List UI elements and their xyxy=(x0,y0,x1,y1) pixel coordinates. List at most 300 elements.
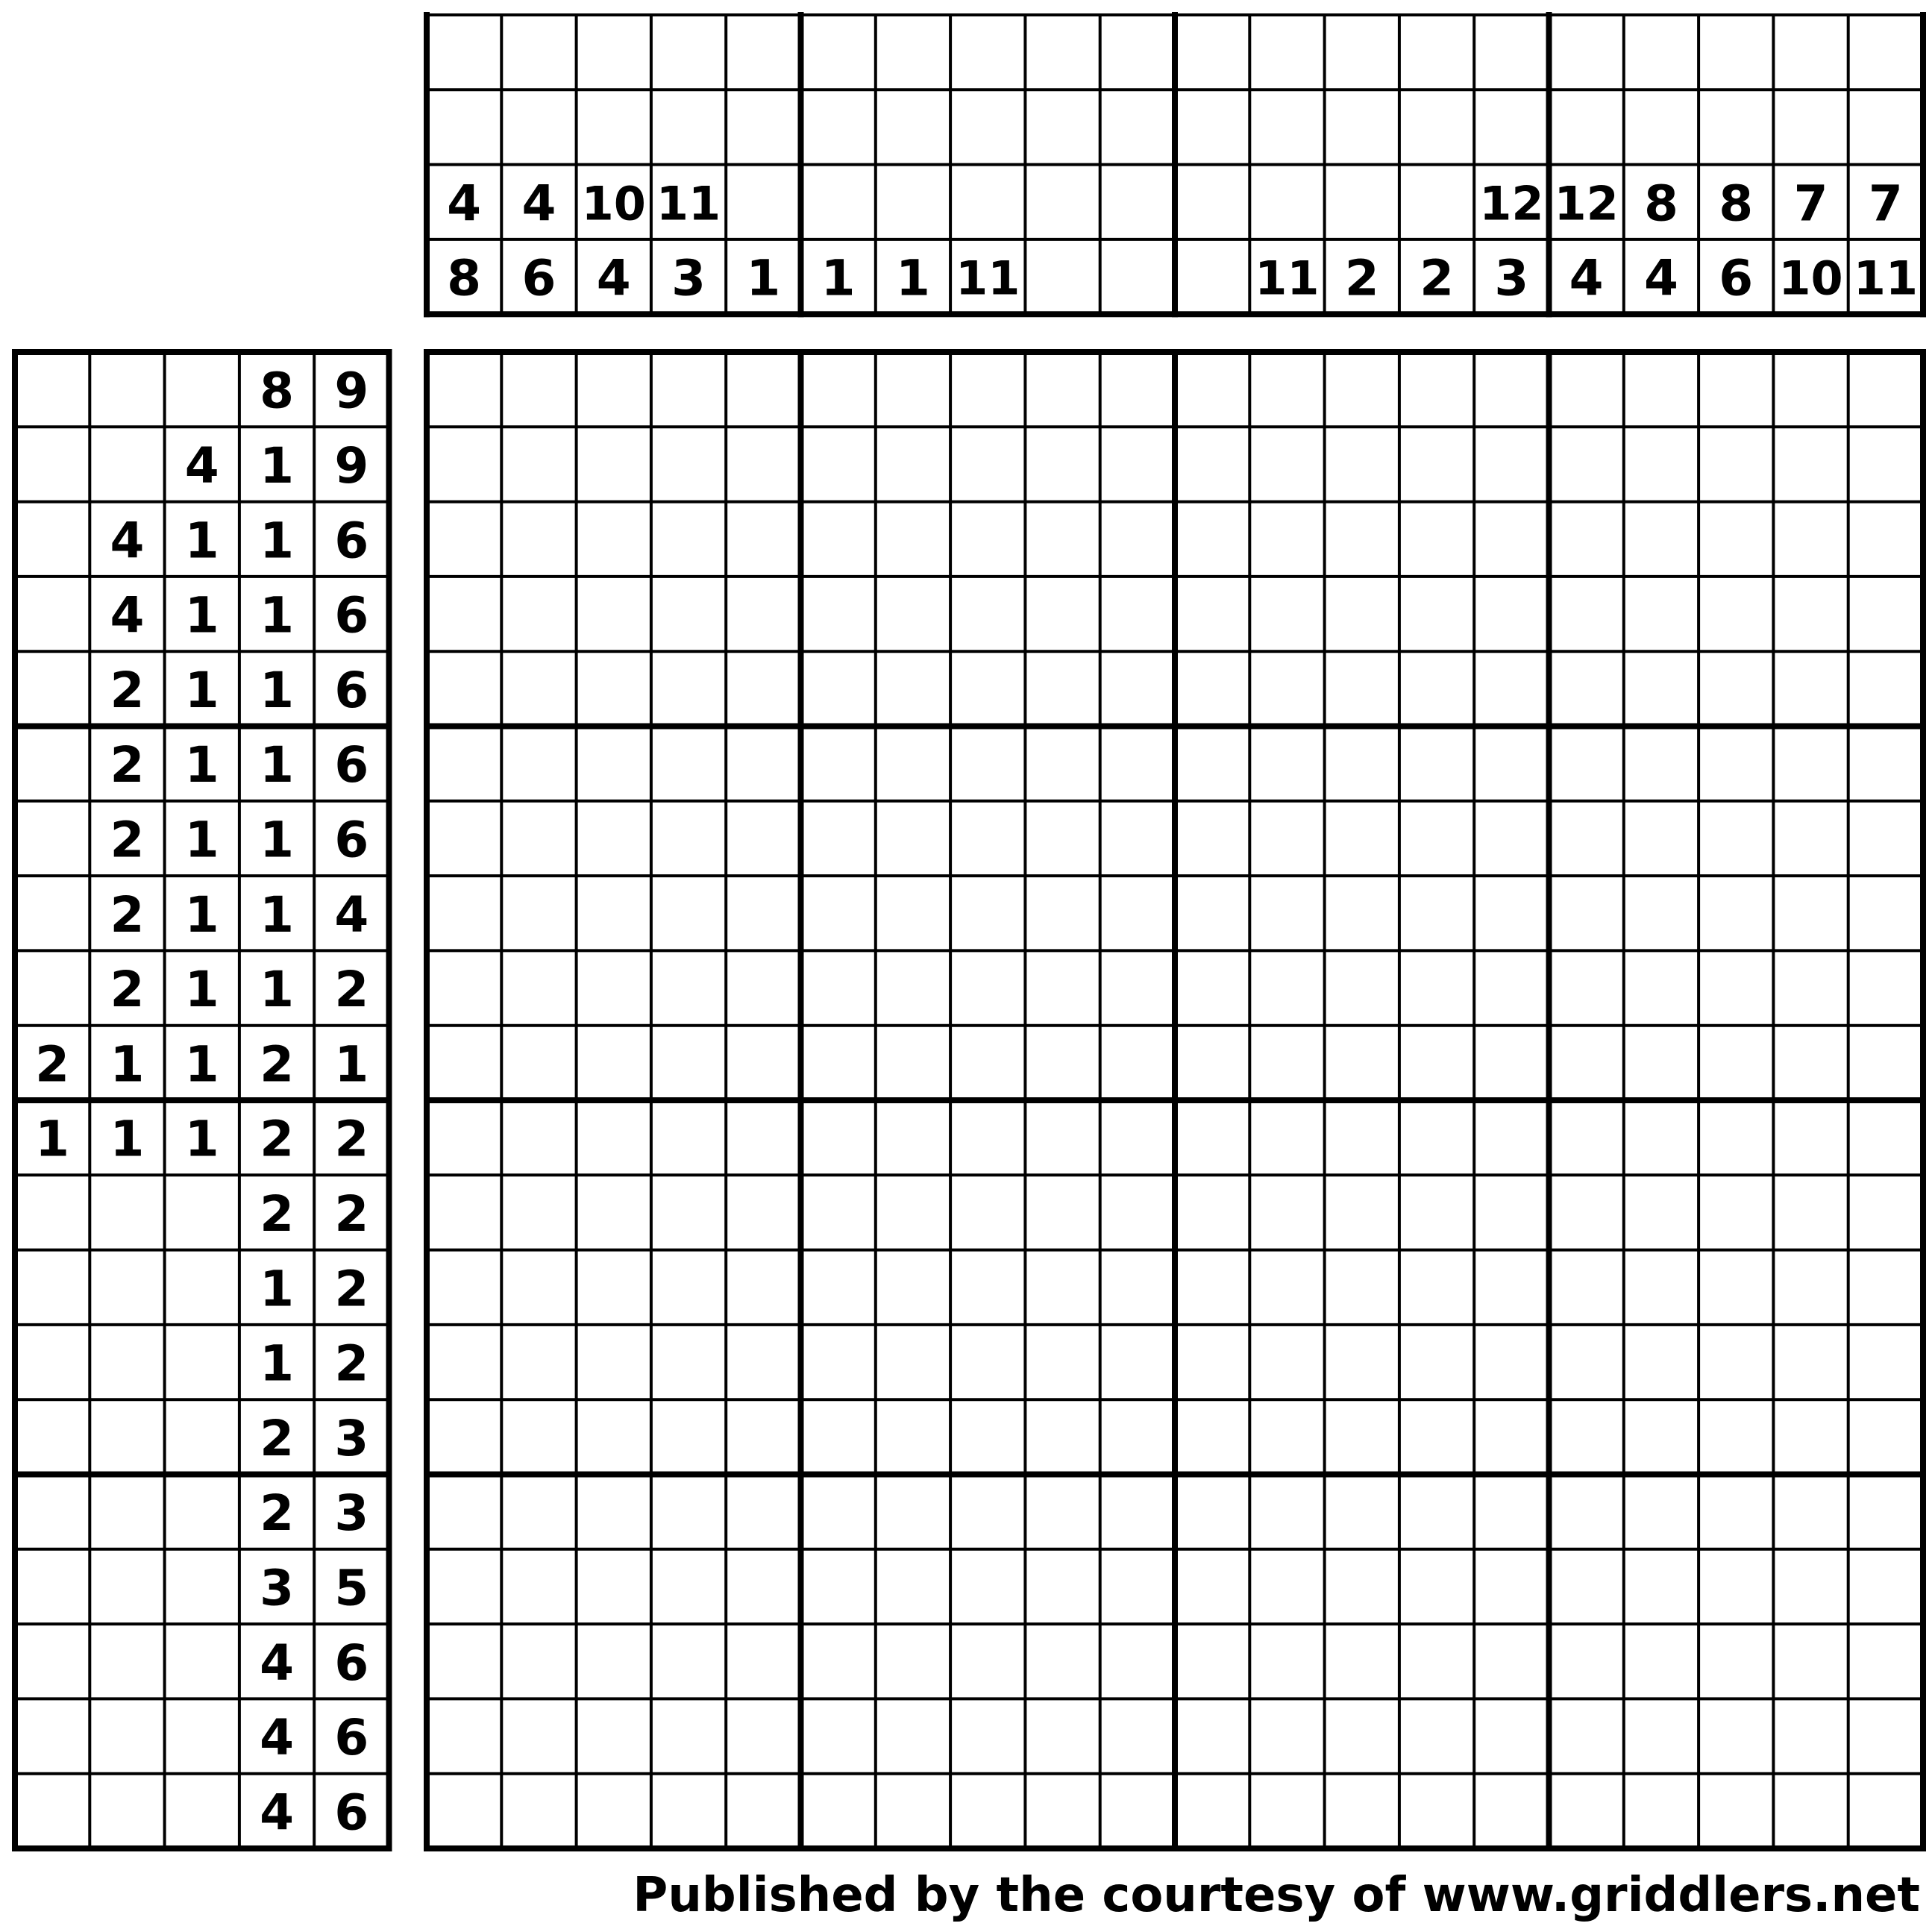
grid-cell[interactable] xyxy=(1549,1100,1624,1175)
grid-cell[interactable] xyxy=(1773,352,1848,427)
grid-cell[interactable] xyxy=(876,1250,950,1325)
grid-cell[interactable] xyxy=(1848,1399,1923,1474)
grid-cell[interactable] xyxy=(1848,1699,1923,1773)
grid-cell[interactable] xyxy=(1699,577,1773,651)
grid-cell[interactable] xyxy=(1474,352,1549,427)
grid-cell[interactable] xyxy=(1549,1475,1624,1549)
grid-cell[interactable] xyxy=(1325,1699,1399,1773)
grid-cell[interactable] xyxy=(876,1774,950,1848)
grid-cell[interactable] xyxy=(876,876,950,950)
grid-cell[interactable] xyxy=(1175,1549,1249,1624)
grid-cell[interactable] xyxy=(501,1475,576,1549)
grid-cell[interactable] xyxy=(1699,1175,1773,1249)
grid-cell[interactable] xyxy=(1549,1026,1624,1100)
grid-cell[interactable] xyxy=(1624,876,1699,950)
grid-cell[interactable] xyxy=(1100,427,1175,501)
grid-cell[interactable] xyxy=(577,1325,651,1399)
grid-cell[interactable] xyxy=(1175,577,1249,651)
grid-cell[interactable] xyxy=(1249,1175,1324,1249)
grid-cell[interactable] xyxy=(876,502,950,577)
grid-cell[interactable] xyxy=(427,1699,501,1773)
grid-cell[interactable] xyxy=(1025,1026,1100,1100)
grid-cell[interactable] xyxy=(501,1250,576,1325)
grid-cell[interactable] xyxy=(1249,876,1324,950)
grid-cell[interactable] xyxy=(726,1100,800,1175)
grid-cell[interactable] xyxy=(1325,352,1399,427)
grid-cell[interactable] xyxy=(1025,502,1100,577)
grid-cell[interactable] xyxy=(1474,1399,1549,1474)
grid-cell[interactable] xyxy=(1399,1026,1474,1100)
grid-cell[interactable] xyxy=(1848,1325,1923,1399)
grid-cell[interactable] xyxy=(501,1325,576,1399)
grid-cell[interactable] xyxy=(876,651,950,726)
grid-cell[interactable] xyxy=(1325,427,1399,501)
grid-cell[interactable] xyxy=(1249,801,1324,876)
grid-cell[interactable] xyxy=(876,1100,950,1175)
grid-cell[interactable] xyxy=(950,1399,1025,1474)
grid-cell[interactable] xyxy=(1175,1250,1249,1325)
grid-cell[interactable] xyxy=(1249,1325,1324,1399)
grid-cell[interactable] xyxy=(1699,876,1773,950)
grid-cell[interactable] xyxy=(577,1624,651,1699)
grid-cell[interactable] xyxy=(1699,427,1773,501)
grid-cell[interactable] xyxy=(577,1399,651,1474)
grid-cell[interactable] xyxy=(1175,651,1249,726)
grid-cell[interactable] xyxy=(950,727,1025,801)
grid-cell[interactable] xyxy=(1699,1325,1773,1399)
grid-cell[interactable] xyxy=(1025,427,1100,501)
grid-cell[interactable] xyxy=(1399,1399,1474,1474)
grid-cell[interactable] xyxy=(1249,1100,1324,1175)
puzzle-grid[interactable] xyxy=(427,352,1923,1848)
grid-cell[interactable] xyxy=(801,1175,876,1249)
grid-cell[interactable] xyxy=(1474,1475,1549,1549)
grid-cell[interactable] xyxy=(1624,1100,1699,1175)
grid-cell[interactable] xyxy=(876,1475,950,1549)
grid-cell[interactable] xyxy=(801,1325,876,1399)
grid-cell[interactable] xyxy=(801,1250,876,1325)
grid-cell[interactable] xyxy=(1100,577,1175,651)
grid-cell[interactable] xyxy=(1025,1325,1100,1399)
grid-cell[interactable] xyxy=(1848,876,1923,950)
grid-cell[interactable] xyxy=(1399,1699,1474,1773)
grid-cell[interactable] xyxy=(1773,651,1848,726)
grid-cell[interactable] xyxy=(876,352,950,427)
grid-cell[interactable] xyxy=(1399,1250,1474,1325)
grid-cell[interactable] xyxy=(651,1325,726,1399)
grid-cell[interactable] xyxy=(876,801,950,876)
grid-cell[interactable] xyxy=(1848,727,1923,801)
grid-cell[interactable] xyxy=(726,801,800,876)
grid-cell[interactable] xyxy=(1474,1100,1549,1175)
grid-cell[interactable] xyxy=(1249,502,1324,577)
grid-cell[interactable] xyxy=(1699,1549,1773,1624)
grid-cell[interactable] xyxy=(651,1250,726,1325)
grid-cell[interactable] xyxy=(1474,1549,1549,1624)
grid-cell[interactable] xyxy=(651,801,726,876)
grid-cell[interactable] xyxy=(1249,651,1324,726)
grid-cell[interactable] xyxy=(726,1549,800,1624)
grid-cell[interactable] xyxy=(950,1475,1025,1549)
grid-cell[interactable] xyxy=(801,876,876,950)
grid-cell[interactable] xyxy=(501,577,576,651)
grid-cell[interactable] xyxy=(876,1399,950,1474)
grid-cell[interactable] xyxy=(1025,577,1100,651)
grid-cell[interactable] xyxy=(801,352,876,427)
grid-cell[interactable] xyxy=(1249,1624,1324,1699)
grid-cell[interactable] xyxy=(1025,1699,1100,1773)
grid-cell[interactable] xyxy=(1325,651,1399,726)
grid-cell[interactable] xyxy=(1549,1774,1624,1848)
grid-cell[interactable] xyxy=(1549,427,1624,501)
grid-cell[interactable] xyxy=(1848,1774,1923,1848)
grid-cell[interactable] xyxy=(427,1175,501,1249)
grid-cell[interactable] xyxy=(1399,427,1474,501)
grid-cell[interactable] xyxy=(427,1250,501,1325)
grid-cell[interactable] xyxy=(726,1399,800,1474)
grid-cell[interactable] xyxy=(726,427,800,501)
grid-cell[interactable] xyxy=(1249,1250,1324,1325)
grid-cell[interactable] xyxy=(950,1026,1025,1100)
grid-cell[interactable] xyxy=(950,1100,1025,1175)
grid-cell[interactable] xyxy=(651,1399,726,1474)
grid-cell[interactable] xyxy=(1848,502,1923,577)
grid-cell[interactable] xyxy=(1175,1399,1249,1474)
grid-cell[interactable] xyxy=(726,352,800,427)
grid-cell[interactable] xyxy=(1848,1250,1923,1325)
grid-cell[interactable] xyxy=(950,801,1025,876)
grid-cell[interactable] xyxy=(1249,1026,1324,1100)
grid-cell[interactable] xyxy=(801,1399,876,1474)
grid-cell[interactable] xyxy=(1325,727,1399,801)
grid-cell[interactable] xyxy=(1249,950,1324,1025)
grid-cell[interactable] xyxy=(577,1250,651,1325)
grid-cell[interactable] xyxy=(1624,1250,1699,1325)
grid-cell[interactable] xyxy=(950,1250,1025,1325)
grid-cell[interactable] xyxy=(1474,651,1549,726)
grid-cell[interactable] xyxy=(1175,1475,1249,1549)
grid-cell[interactable] xyxy=(501,502,576,577)
grid-cell[interactable] xyxy=(1848,352,1923,427)
grid-cell[interactable] xyxy=(577,876,651,950)
grid-cell[interactable] xyxy=(501,352,576,427)
grid-cell[interactable] xyxy=(1025,1250,1100,1325)
grid-cell[interactable] xyxy=(1773,876,1848,950)
grid-cell[interactable] xyxy=(950,1325,1025,1399)
grid-cell[interactable] xyxy=(1399,1325,1474,1399)
grid-cell[interactable] xyxy=(1399,876,1474,950)
grid-cell[interactable] xyxy=(1474,1774,1549,1848)
grid-cell[interactable] xyxy=(1249,427,1324,501)
grid-cell[interactable] xyxy=(1100,1175,1175,1249)
grid-cell[interactable] xyxy=(501,651,576,726)
grid-cell[interactable] xyxy=(1100,1325,1175,1399)
grid-cell[interactable] xyxy=(1773,427,1848,501)
grid-cell[interactable] xyxy=(501,1026,576,1100)
grid-cell[interactable] xyxy=(1175,1774,1249,1848)
grid-cell[interactable] xyxy=(1325,502,1399,577)
grid-cell[interactable] xyxy=(1549,352,1624,427)
grid-cell[interactable] xyxy=(1175,1325,1249,1399)
grid-cell[interactable] xyxy=(1025,876,1100,950)
grid-cell[interactable] xyxy=(651,427,726,501)
grid-cell[interactable] xyxy=(1100,950,1175,1025)
grid-cell[interactable] xyxy=(1624,801,1699,876)
grid-cell[interactable] xyxy=(1175,950,1249,1025)
grid-cell[interactable] xyxy=(876,1699,950,1773)
grid-cell[interactable] xyxy=(1399,727,1474,801)
grid-cell[interactable] xyxy=(1848,1624,1923,1699)
grid-cell[interactable] xyxy=(1848,1549,1923,1624)
grid-cell[interactable] xyxy=(427,1325,501,1399)
grid-cell[interactable] xyxy=(726,1624,800,1699)
grid-cell[interactable] xyxy=(1175,727,1249,801)
grid-cell[interactable] xyxy=(950,876,1025,950)
grid-cell[interactable] xyxy=(651,727,726,801)
grid-cell[interactable] xyxy=(1474,1175,1549,1249)
grid-cell[interactable] xyxy=(1025,1475,1100,1549)
grid-cell[interactable] xyxy=(1474,727,1549,801)
grid-cell[interactable] xyxy=(1699,801,1773,876)
grid-cell[interactable] xyxy=(1773,1549,1848,1624)
grid-cell[interactable] xyxy=(801,950,876,1025)
grid-cell[interactable] xyxy=(1100,1549,1175,1624)
grid-cell[interactable] xyxy=(1100,651,1175,726)
grid-cell[interactable] xyxy=(651,1624,726,1699)
grid-cell[interactable] xyxy=(651,352,726,427)
grid-cell[interactable] xyxy=(427,352,501,427)
grid-cell[interactable] xyxy=(651,577,726,651)
grid-cell[interactable] xyxy=(950,1549,1025,1624)
grid-cell[interactable] xyxy=(1549,1699,1624,1773)
grid-cell[interactable] xyxy=(1848,577,1923,651)
grid-cell[interactable] xyxy=(1249,352,1324,427)
grid-cell[interactable] xyxy=(801,801,876,876)
grid-cell[interactable] xyxy=(801,427,876,501)
grid-cell[interactable] xyxy=(427,427,501,501)
grid-cell[interactable] xyxy=(1549,801,1624,876)
grid-cell[interactable] xyxy=(1624,1699,1699,1773)
grid-cell[interactable] xyxy=(1325,1325,1399,1399)
grid-cell[interactable] xyxy=(1848,427,1923,501)
grid-cell[interactable] xyxy=(427,577,501,651)
grid-cell[interactable] xyxy=(1399,502,1474,577)
grid-cell[interactable] xyxy=(1624,1325,1699,1399)
grid-cell[interactable] xyxy=(1100,1250,1175,1325)
grid-cell[interactable] xyxy=(726,1250,800,1325)
grid-cell[interactable] xyxy=(651,876,726,950)
grid-cell[interactable] xyxy=(577,1100,651,1175)
grid-cell[interactable] xyxy=(501,727,576,801)
grid-cell[interactable] xyxy=(876,1624,950,1699)
grid-cell[interactable] xyxy=(427,727,501,801)
grid-cell[interactable] xyxy=(1100,1699,1175,1773)
grid-cell[interactable] xyxy=(651,950,726,1025)
grid-cell[interactable] xyxy=(1773,1774,1848,1848)
grid-cell[interactable] xyxy=(726,950,800,1025)
grid-cell[interactable] xyxy=(1624,577,1699,651)
grid-cell[interactable] xyxy=(1549,1175,1624,1249)
grid-cell[interactable] xyxy=(1175,1624,1249,1699)
grid-cell[interactable] xyxy=(1474,1624,1549,1699)
grid-cell[interactable] xyxy=(577,502,651,577)
grid-cell[interactable] xyxy=(501,1549,576,1624)
grid-cell[interactable] xyxy=(801,651,876,726)
grid-cell[interactable] xyxy=(1699,727,1773,801)
grid-cell[interactable] xyxy=(1624,352,1699,427)
grid-cell[interactable] xyxy=(1175,1026,1249,1100)
grid-cell[interactable] xyxy=(577,1475,651,1549)
grid-cell[interactable] xyxy=(801,727,876,801)
grid-cell[interactable] xyxy=(427,1026,501,1100)
grid-cell[interactable] xyxy=(1325,950,1399,1025)
grid-cell[interactable] xyxy=(726,1475,800,1549)
grid-cell[interactable] xyxy=(1025,352,1100,427)
grid-cell[interactable] xyxy=(1025,1175,1100,1249)
grid-cell[interactable] xyxy=(1474,1325,1549,1399)
grid-cell[interactable] xyxy=(651,1774,726,1848)
grid-cell[interactable] xyxy=(1773,950,1848,1025)
grid-cell[interactable] xyxy=(1773,1250,1848,1325)
grid-cell[interactable] xyxy=(501,876,576,950)
grid-cell[interactable] xyxy=(1624,427,1699,501)
grid-cell[interactable] xyxy=(577,801,651,876)
grid-cell[interactable] xyxy=(801,1624,876,1699)
grid-cell[interactable] xyxy=(1325,1250,1399,1325)
grid-cell[interactable] xyxy=(1249,727,1324,801)
grid-cell[interactable] xyxy=(577,1175,651,1249)
grid-cell[interactable] xyxy=(876,1175,950,1249)
grid-cell[interactable] xyxy=(1325,1399,1399,1474)
grid-cell[interactable] xyxy=(1325,577,1399,651)
grid-cell[interactable] xyxy=(1325,1549,1399,1624)
grid-cell[interactable] xyxy=(427,651,501,726)
grid-cell[interactable] xyxy=(427,1399,501,1474)
grid-cell[interactable] xyxy=(1025,1624,1100,1699)
grid-cell[interactable] xyxy=(1549,651,1624,726)
grid-cell[interactable] xyxy=(1549,876,1624,950)
grid-cell[interactable] xyxy=(651,1100,726,1175)
grid-cell[interactable] xyxy=(1175,502,1249,577)
grid-cell[interactable] xyxy=(1399,1175,1474,1249)
grid-cell[interactable] xyxy=(1399,577,1474,651)
grid-cell[interactable] xyxy=(1624,1624,1699,1699)
grid-cell[interactable] xyxy=(1773,1475,1848,1549)
grid-cell[interactable] xyxy=(726,876,800,950)
grid-cell[interactable] xyxy=(1100,801,1175,876)
grid-cell[interactable] xyxy=(651,1175,726,1249)
grid-cell[interactable] xyxy=(1624,651,1699,726)
grid-cell[interactable] xyxy=(1773,1399,1848,1474)
grid-cell[interactable] xyxy=(1773,1100,1848,1175)
grid-cell[interactable] xyxy=(1399,1100,1474,1175)
grid-cell[interactable] xyxy=(1100,727,1175,801)
grid-cell[interactable] xyxy=(950,1699,1025,1773)
grid-cell[interactable] xyxy=(1848,1475,1923,1549)
grid-cell[interactable] xyxy=(1699,651,1773,726)
grid-cell[interactable] xyxy=(501,1699,576,1773)
grid-cell[interactable] xyxy=(950,651,1025,726)
grid-cell[interactable] xyxy=(1399,950,1474,1025)
grid-cell[interactable] xyxy=(1699,502,1773,577)
grid-cell[interactable] xyxy=(950,1175,1025,1249)
grid-cell[interactable] xyxy=(1025,801,1100,876)
grid-cell[interactable] xyxy=(726,1699,800,1773)
grid-cell[interactable] xyxy=(1699,352,1773,427)
grid-cell[interactable] xyxy=(577,427,651,501)
grid-cell[interactable] xyxy=(950,1774,1025,1848)
grid-cell[interactable] xyxy=(1025,1549,1100,1624)
grid-cell[interactable] xyxy=(1100,352,1175,427)
grid-cell[interactable] xyxy=(1474,1250,1549,1325)
grid-cell[interactable] xyxy=(1399,1475,1474,1549)
grid-cell[interactable] xyxy=(1848,801,1923,876)
grid-cell[interactable] xyxy=(1773,801,1848,876)
grid-cell[interactable] xyxy=(1474,577,1549,651)
grid-cell[interactable] xyxy=(577,1026,651,1100)
grid-cell[interactable] xyxy=(1773,727,1848,801)
grid-cell[interactable] xyxy=(1100,1026,1175,1100)
grid-cell[interactable] xyxy=(577,950,651,1025)
grid-cell[interactable] xyxy=(1100,1100,1175,1175)
grid-cell[interactable] xyxy=(577,1699,651,1773)
grid-cell[interactable] xyxy=(427,876,501,950)
grid-cell[interactable] xyxy=(651,502,726,577)
grid-cell[interactable] xyxy=(1549,1549,1624,1624)
grid-cell[interactable] xyxy=(1773,1175,1848,1249)
grid-cell[interactable] xyxy=(1474,950,1549,1025)
grid-cell[interactable] xyxy=(876,1026,950,1100)
grid-cell[interactable] xyxy=(1325,1026,1399,1100)
grid-cell[interactable] xyxy=(1175,876,1249,950)
grid-cell[interactable] xyxy=(1025,1100,1100,1175)
grid-cell[interactable] xyxy=(1249,1475,1324,1549)
grid-cell[interactable] xyxy=(1773,502,1848,577)
grid-cell[interactable] xyxy=(726,1175,800,1249)
grid-cell[interactable] xyxy=(651,651,726,726)
grid-cell[interactable] xyxy=(950,502,1025,577)
grid-cell[interactable] xyxy=(1624,502,1699,577)
grid-cell[interactable] xyxy=(1249,1774,1324,1848)
grid-cell[interactable] xyxy=(1399,352,1474,427)
grid-cell[interactable] xyxy=(801,1549,876,1624)
grid-cell[interactable] xyxy=(651,1699,726,1773)
grid-cell[interactable] xyxy=(1249,1549,1324,1624)
grid-cell[interactable] xyxy=(1399,801,1474,876)
grid-cell[interactable] xyxy=(1549,577,1624,651)
grid-cell[interactable] xyxy=(577,651,651,726)
grid-cell[interactable] xyxy=(651,1549,726,1624)
grid-cell[interactable] xyxy=(427,1475,501,1549)
grid-cell[interactable] xyxy=(1699,1100,1773,1175)
grid-cell[interactable] xyxy=(1399,1624,1474,1699)
grid-cell[interactable] xyxy=(1325,1475,1399,1549)
grid-cell[interactable] xyxy=(1773,1624,1848,1699)
grid-cell[interactable] xyxy=(1474,502,1549,577)
grid-cell[interactable] xyxy=(1624,1399,1699,1474)
grid-cell[interactable] xyxy=(427,1774,501,1848)
grid-cell[interactable] xyxy=(726,727,800,801)
grid-cell[interactable] xyxy=(1325,1774,1399,1848)
grid-cell[interactable] xyxy=(1325,801,1399,876)
grid-cell[interactable] xyxy=(1025,950,1100,1025)
grid-cell[interactable] xyxy=(501,1624,576,1699)
grid-cell[interactable] xyxy=(1325,1624,1399,1699)
grid-cell[interactable] xyxy=(950,427,1025,501)
grid-cell[interactable] xyxy=(1549,950,1624,1025)
grid-cell[interactable] xyxy=(1699,1699,1773,1773)
grid-cell[interactable] xyxy=(950,577,1025,651)
